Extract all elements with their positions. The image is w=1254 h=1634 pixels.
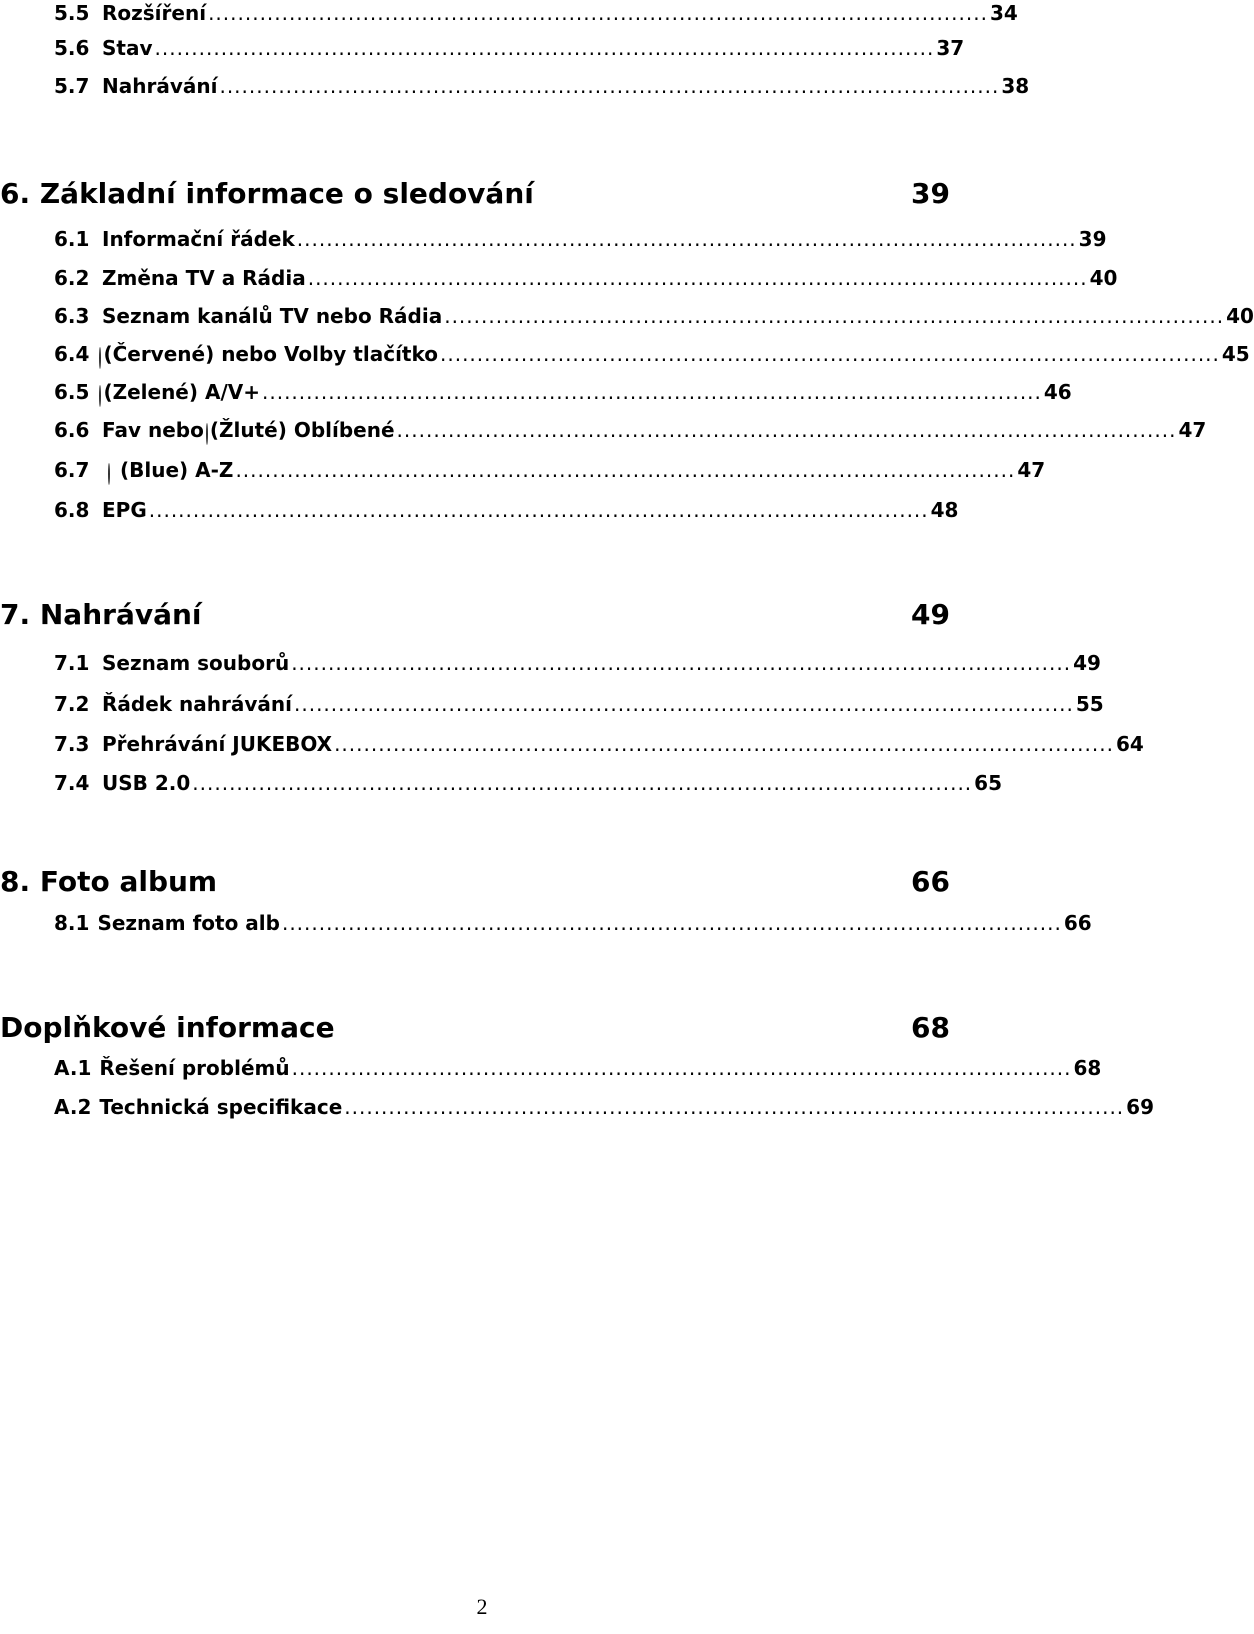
toc-entry-number: 8.1 xyxy=(54,911,90,935)
page-footer xyxy=(0,1594,960,1620)
dot-leader: .......................................................................................................... xyxy=(440,342,1220,366)
toc-entry-page: 40 xyxy=(1226,304,1254,328)
toc-entry-title: Řešení problémů xyxy=(99,1056,290,1080)
dot-leader: .......................................................................................................... xyxy=(208,1,988,25)
toc-heading-page: 39 xyxy=(911,177,950,210)
toc-entry-page: 64 xyxy=(1115,732,1144,756)
toc-entry-page: 45 xyxy=(1221,342,1250,366)
toc-entry-number: 7.1 xyxy=(54,651,90,675)
toc-entry-title: Změna TV a Rádia xyxy=(102,266,306,290)
toc-entry-6-5[interactable] xyxy=(54,377,1072,407)
yellow-button-icon xyxy=(206,423,208,445)
toc-entry-7-4[interactable] xyxy=(54,768,1003,798)
blue-button-icon xyxy=(108,463,110,485)
toc-entry-6-1[interactable] xyxy=(54,224,1107,254)
toc-entry-page: 68 xyxy=(1073,1056,1102,1080)
toc-entry-number: 6.7 xyxy=(54,458,90,482)
page-number: 2 xyxy=(476,1594,488,1619)
dot-leader: .......................................................................................................... xyxy=(444,304,1225,328)
toc-entry-title: Nahrávání xyxy=(102,74,218,98)
toc-entry-5-6[interactable] xyxy=(54,33,965,63)
toc-entry-title: Seznam souborů xyxy=(102,651,290,675)
toc-entry-title: Seznam kanálů TV nebo Rádia xyxy=(102,304,443,328)
toc-entry-page: 55 xyxy=(1075,692,1104,716)
toc-entry-5-7[interactable] xyxy=(54,71,1030,101)
toc-entry-a-2[interactable] xyxy=(54,1092,1154,1122)
toc-entry-page: 49 xyxy=(1073,651,1101,675)
toc-heading-title: Doplňkové informace xyxy=(0,1011,335,1044)
toc-entry-title: (Červené) nebo Volby tlačítko xyxy=(103,342,438,366)
toc-entry-number: 5.6 xyxy=(54,36,90,60)
dot-leader: .......................................................................................................... xyxy=(307,266,1088,290)
dot-leader: .......................................................................................................... xyxy=(281,911,1062,935)
toc-entry-number: 6.6 xyxy=(54,418,90,442)
toc-entry-page: 34 xyxy=(989,1,1018,25)
toc-entry-number: 6.5 xyxy=(54,380,90,404)
toc-entry-page: 66 xyxy=(1063,911,1092,935)
green-button-icon xyxy=(99,385,101,407)
toc-entry-number: 6.2 xyxy=(54,266,90,290)
toc-entry-number: 6.8 xyxy=(54,498,90,522)
toc-entry-title: (Zelené) A/V+ xyxy=(103,380,260,404)
toc-entry-title: Technická specifikace xyxy=(99,1095,343,1119)
toc-entry-6-7[interactable] xyxy=(54,455,1046,485)
toc-entry-6-2[interactable] xyxy=(54,263,1118,293)
toc-heading-6[interactable] xyxy=(0,175,950,213)
toc-entry-7-3[interactable] xyxy=(54,729,1144,759)
toc-entry-page: 39 xyxy=(1078,227,1107,251)
toc-entry-title: Seznam foto alb xyxy=(97,911,280,935)
toc-entry-number: 6.4 xyxy=(54,342,90,366)
toc-entry-6-3[interactable] xyxy=(54,301,1254,331)
dot-leader: .......................................................................................................... xyxy=(291,1056,1072,1080)
toc-heading-8[interactable] xyxy=(0,863,950,901)
toc-entry-title: Informační řádek xyxy=(102,227,295,251)
toc-entry-page: 47 xyxy=(1017,458,1046,482)
toc-entry-page: 48 xyxy=(930,498,959,522)
toc-entry-page: 65 xyxy=(974,771,1003,795)
toc-heading-page: 49 xyxy=(911,598,950,631)
dot-leader: .......................................................................................................... xyxy=(296,227,1077,251)
toc-entry-number: 5.5 xyxy=(54,1,90,25)
toc-entry-number: 6.1 xyxy=(54,227,90,251)
dot-leader: .......................................................................................................... xyxy=(235,458,1016,482)
toc-entry-page: 38 xyxy=(1001,74,1030,98)
toc-entry-title: (Žluté) Oblíbené xyxy=(209,418,395,442)
toc-entry-number: 7.2 xyxy=(54,692,90,716)
toc-entry-7-1[interactable] xyxy=(54,648,1101,678)
dot-leader: .......................................................................................................... xyxy=(192,771,973,795)
toc-entry-number: 6.3 xyxy=(54,304,90,328)
toc-entry-number: 7.4 xyxy=(54,771,90,795)
toc-entry-title: Stav xyxy=(102,36,153,60)
toc-entry-title: EPG xyxy=(102,498,147,522)
toc-entry-page: 37 xyxy=(936,36,965,60)
dot-leader: .......................................................................................................... xyxy=(262,380,1042,404)
toc-entry-number: A.1 xyxy=(54,1056,92,1080)
toc-entry-title: USB 2.0 xyxy=(102,771,191,795)
toc-entry-7-2[interactable] xyxy=(54,689,1104,719)
toc-entry-title: Rozšíření xyxy=(102,1,207,25)
toc-entry-8-1[interactable] xyxy=(54,908,1092,938)
toc-entry-title: (Blue) A-Z xyxy=(120,458,234,482)
red-button-icon xyxy=(99,347,101,369)
toc-heading-title: 8. Foto album xyxy=(0,865,218,898)
toc-entry-page: 40 xyxy=(1089,266,1118,290)
toc-heading-page: 66 xyxy=(911,865,950,898)
toc-entry-number: 7.3 xyxy=(54,732,90,756)
toc-heading-7[interactable] xyxy=(0,596,950,634)
toc-entry-page: 69 xyxy=(1126,1095,1154,1119)
dot-leader: .......................................................................................................... xyxy=(294,692,1074,716)
dot-leader: .......................................................................................................... xyxy=(344,1095,1125,1119)
toc-entry-6-6[interactable] xyxy=(54,415,1207,445)
dot-leader: .......................................................................................................... xyxy=(334,732,1114,756)
toc-entry-5-5[interactable] xyxy=(54,0,1018,28)
dot-leader: .......................................................................................................... xyxy=(396,418,1177,442)
toc-heading-page: 68 xyxy=(911,1011,950,1044)
dot-leader: .......................................................................................................... xyxy=(219,74,1000,98)
toc-entry-number: A.2 xyxy=(54,1095,92,1119)
dot-leader: .......................................................................................................... xyxy=(148,498,929,522)
toc-entry-title: Řádek nahrávání xyxy=(102,692,292,716)
dot-leader: .......................................................................................................... xyxy=(291,651,1072,675)
toc-entry-number: 5.7 xyxy=(54,74,90,98)
toc-entry-prefix: Fav nebo xyxy=(102,418,204,442)
toc-heading-appendix[interactable] xyxy=(0,1009,950,1047)
toc-entry-page: 47 xyxy=(1178,418,1207,442)
toc-heading-title: 6. Základní informace o sledování xyxy=(0,177,534,210)
toc-entry-title: Přehrávání JUKEBOX xyxy=(102,732,333,756)
toc-heading-title: 7. Nahrávání xyxy=(0,598,202,631)
dot-leader: .......................................................................................................... xyxy=(154,36,935,60)
toc-entry-6-4[interactable] xyxy=(54,339,1250,369)
toc-entry-6-8[interactable] xyxy=(54,495,959,525)
toc-entry-a-1[interactable] xyxy=(54,1053,1102,1083)
toc-entry-page: 46 xyxy=(1043,380,1072,404)
